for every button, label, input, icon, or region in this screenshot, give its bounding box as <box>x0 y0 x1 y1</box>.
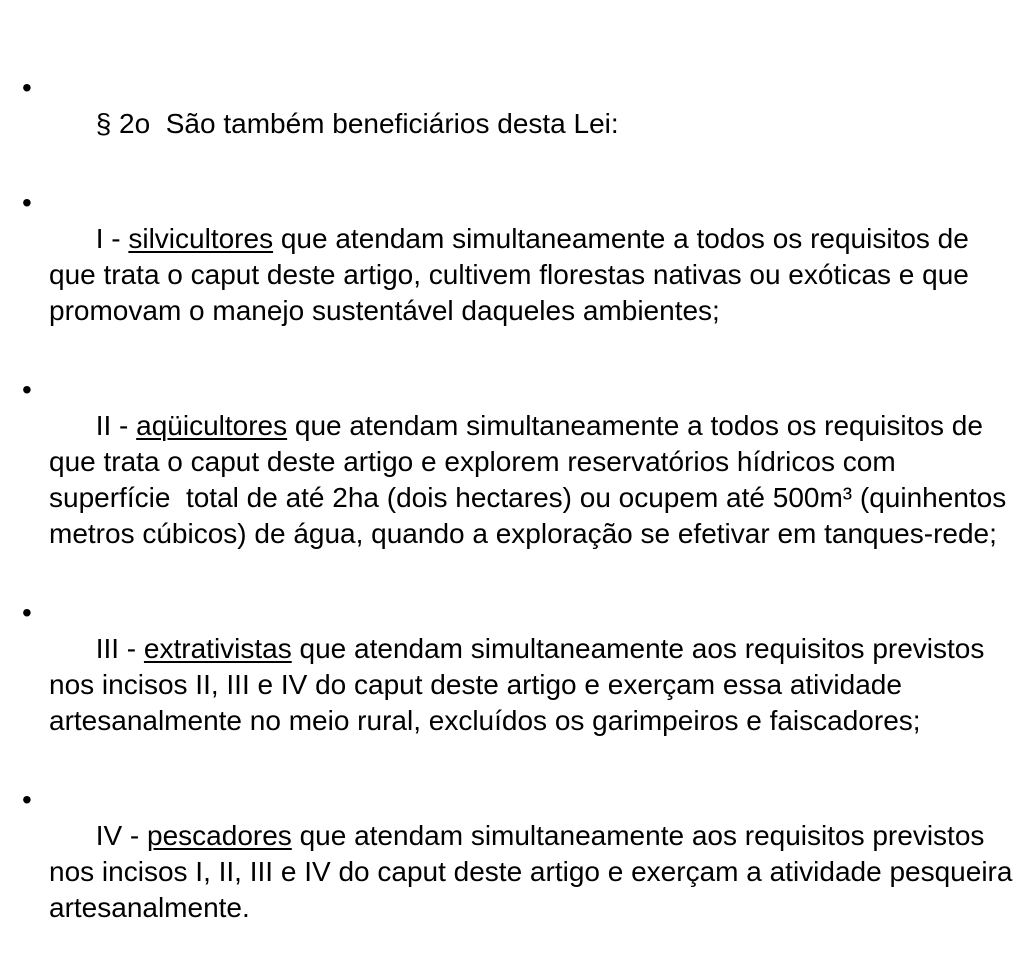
bullet-icon: • <box>22 72 32 103</box>
underlined-term: silvicultores <box>128 223 274 254</box>
bullet-text: que atendam simultaneamente a todos os requisitos de que trata o caput deste artigo e explorem reservatórios hídricos com superfície total de até 2ha (dois hectares) ou ocupem até 500m³ (quinhentos metros cúbicos) de água, quando a exploração se efetivar em tanques-rede; <box>49 410 1015 549</box>
bullet-icon: • <box>22 374 32 405</box>
inciso-label: I - <box>95 223 129 254</box>
inciso-label: IV - <box>95 820 148 851</box>
bullet-text: que atendam simultaneamente a todos os requisitos de que trata o caput deste artigo, cultivem florestas nativas ou exóticas e que promovam o manejo sustentável daqueles ambientes; <box>49 223 977 326</box>
bullet-item-paragraph-2o <box>22 70 1014 178</box>
underlined-term: pescadores <box>147 820 292 851</box>
bullet-item-inciso-i <box>22 185 1014 365</box>
inciso-label: III - <box>95 633 144 664</box>
bullet-text: que atendam simultaneamente aos requisitos previstos nos incisos II, III e IV do caput deste artigo e exerçam essa atividade artesanalmente no meio rural, excluídos os garimpeiros e faiscadores; <box>49 633 993 736</box>
bullet-item-inciso-iii <box>22 595 1014 775</box>
bullet-icon: • <box>22 597 32 628</box>
bullet-icon: • <box>22 187 32 218</box>
underlined-term: aqüicultores <box>136 410 288 441</box>
bullet-item-inciso-ii <box>22 372 1014 588</box>
bullet-text: que atendam simultaneamente aos requisitos previstos nos incisos I, II, III e IV do caput deste artigo e exerçam a atividade pesqueira artesanalmente. <box>49 820 1021 923</box>
bullet-icon: • <box>22 784 32 815</box>
bullet-text: § 2o São também beneficiários desta Lei: <box>95 108 619 139</box>
inciso-label: II - <box>95 410 137 441</box>
underlined-term: extrativistas <box>143 633 292 664</box>
bullet-item-inciso-iv <box>22 782 1021 962</box>
bullet-list <box>22 70 1021 969</box>
